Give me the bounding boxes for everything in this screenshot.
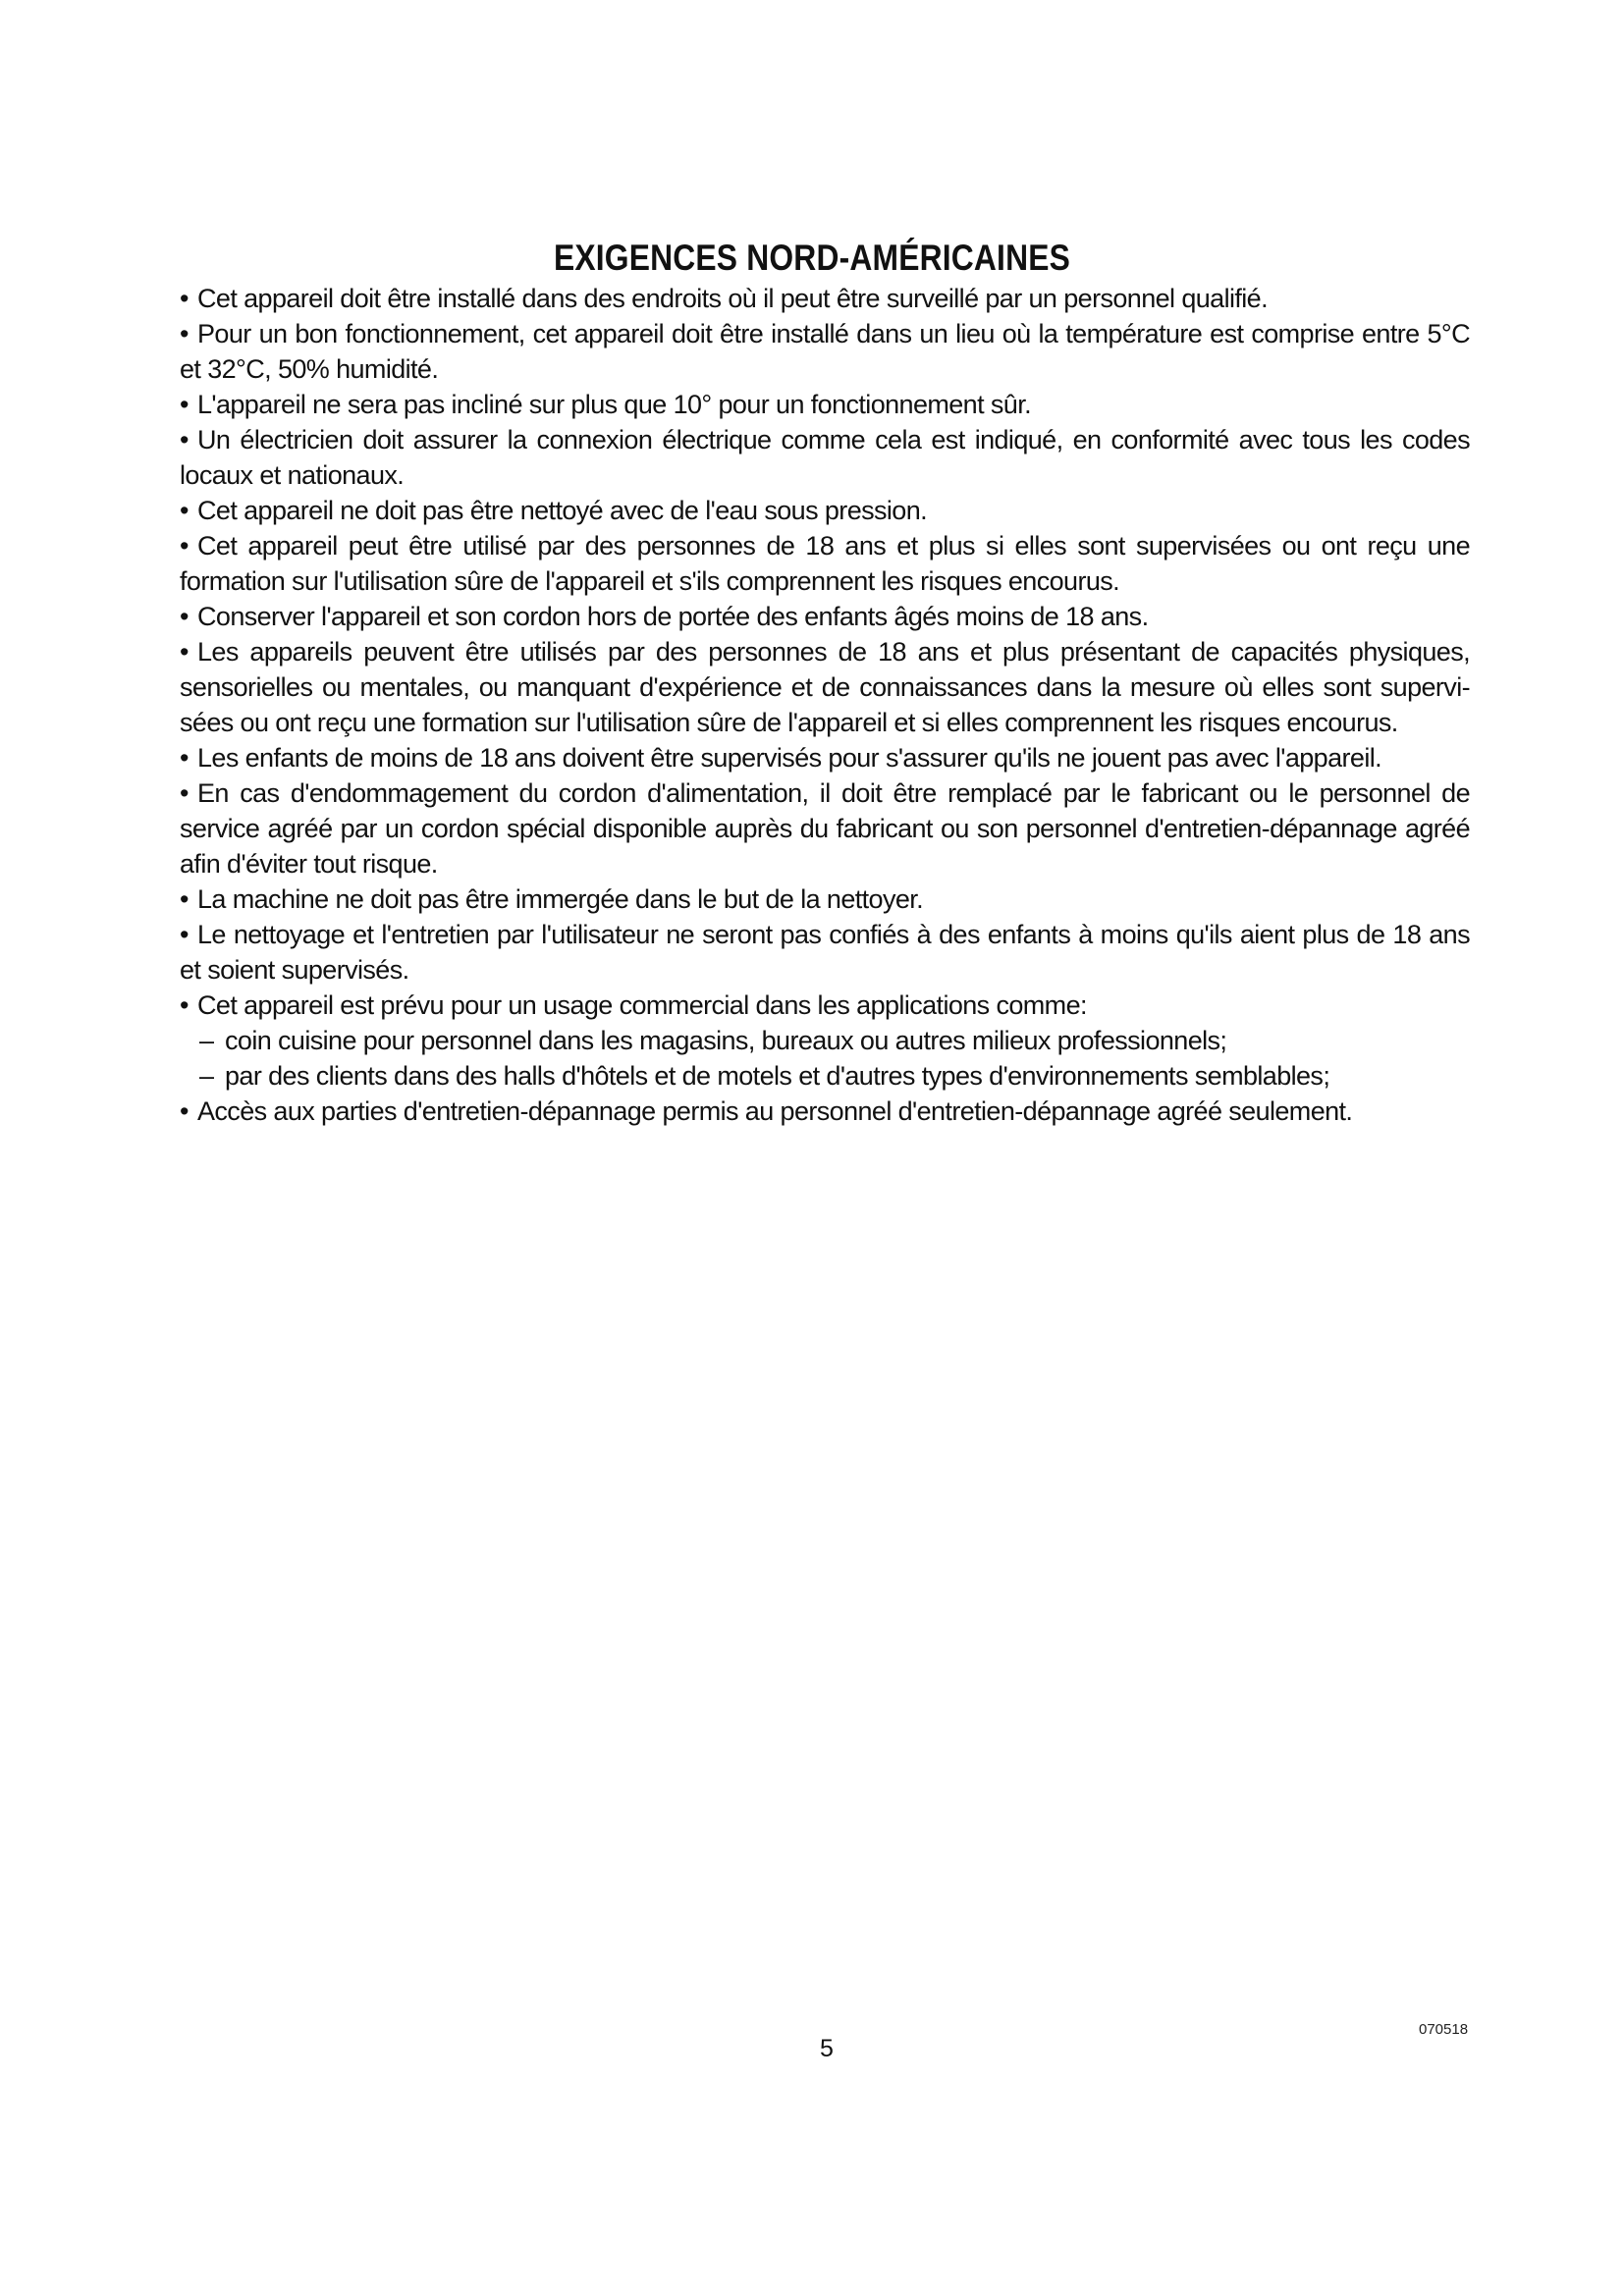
list-item: • Le nettoyage et l'entretien par l'utilisateur ne seront pas confiés à des enfants à moins qu'ils aient plus de 18 ans et soient supervisés. <box>180 917 1470 988</box>
bullet-icon: • <box>180 284 189 313</box>
bullet-icon: • <box>180 778 189 808</box>
list-item: • Cet appareil peut être utilisé par des personnes de 18 ans et plus si elles sont supervisées ou ont reçu une formation sur l'utilisation sûre de l'appareil et s'ils comprennent les risques encourus. <box>180 528 1470 599</box>
requirements-list <box>180 281 1470 1129</box>
list-item: • Conserver l'appareil et son cordon hors de portée des enfants âgés moins de 18 ans. <box>180 599 1470 634</box>
document-code: 070518 <box>1419 2021 1469 2038</box>
list-item: • Les enfants de moins de 18 ans doivent être supervisés pour s'assurer qu'ils ne jouent pas avec l'appareil. <box>180 740 1470 775</box>
list-item: • Les appareils peuvent être utilisés par des personnes de 18 ans et plus présentant de capacités physiques, sensorielles ou mentales, ou manquant d'expérience et de connaissances dans la mesure où elles sont supervi-sées ou ont reçu une formation sur l'utilisation sûre de l'appareil et si elles comprennent les risques encourus. <box>180 634 1470 740</box>
list-item: • Pour un bon fonctionnement, cet appareil doit être installé dans un lieu où la température est comprise entre 5°C et 32°C, 50% humidité. <box>180 316 1470 387</box>
list-item: • Accès aux parties d'entretien-dépannage permis au personnel d'entretien-dépannage agréé seulement. <box>180 1094 1470 1129</box>
sub-list-item: – coin cuisine pour personnel dans les magasins, bureaux ou autres milieux professionnels; <box>180 1023 1470 1058</box>
bullet-icon: • <box>180 496 189 525</box>
requirements-content <box>180 281 1470 1129</box>
bullet-icon: • <box>180 602 189 631</box>
bullet-icon: • <box>180 884 189 914</box>
bullet-icon: • <box>180 743 189 773</box>
bullet-icon: • <box>180 920 189 949</box>
list-item: • En cas d'endommagement du cordon d'alimentation, il doit être remplacé par le fabricant ou le personnel de service agréé par un cordon spécial disponible auprès du fabricant ou son personnel d'entretien-dépannage agréé afin d'éviter tout risque. <box>180 775 1470 881</box>
bullet-icon: • <box>180 425 189 454</box>
bullet-icon: • <box>180 637 189 667</box>
list-item: • Cet appareil ne doit pas être nettoyé avec de l'eau sous pression. <box>180 493 1470 528</box>
bullet-icon: • <box>180 990 189 1020</box>
list-item: • La machine ne doit pas être immergée dans le but de la nettoyer. <box>180 881 1470 917</box>
page-number: 5 <box>820 2035 834 2062</box>
bullet-icon: • <box>180 1096 189 1126</box>
list-item: • L'appareil ne sera pas incliné sur plus que 10° pour un fonctionnement sûr. <box>180 387 1470 422</box>
list-item: • Cet appareil est prévu pour un usage commercial dans les applications comme: <box>180 988 1470 1023</box>
bullet-icon: • <box>180 390 189 419</box>
page-title: EXIGENCES NORD-AMÉRICAINES <box>553 238 1071 278</box>
list-item: • Cet appareil doit être installé dans des endroits où il peut être surveillé par un personnel qualifié. <box>180 281 1470 316</box>
bullet-icon: • <box>180 319 189 348</box>
bullet-icon: • <box>180 531 189 561</box>
list-item: • Un électricien doit assurer la connexion électrique comme cela est indiqué, en conformité avec tous les codes locaux et nationaux. <box>180 422 1470 493</box>
sub-list-item: – par des clients dans des halls d'hôtels et de motels et d'autres types d'environnements semblables; <box>180 1058 1470 1094</box>
dash-icon: – <box>199 1061 214 1091</box>
dash-icon: – <box>199 1026 214 1055</box>
